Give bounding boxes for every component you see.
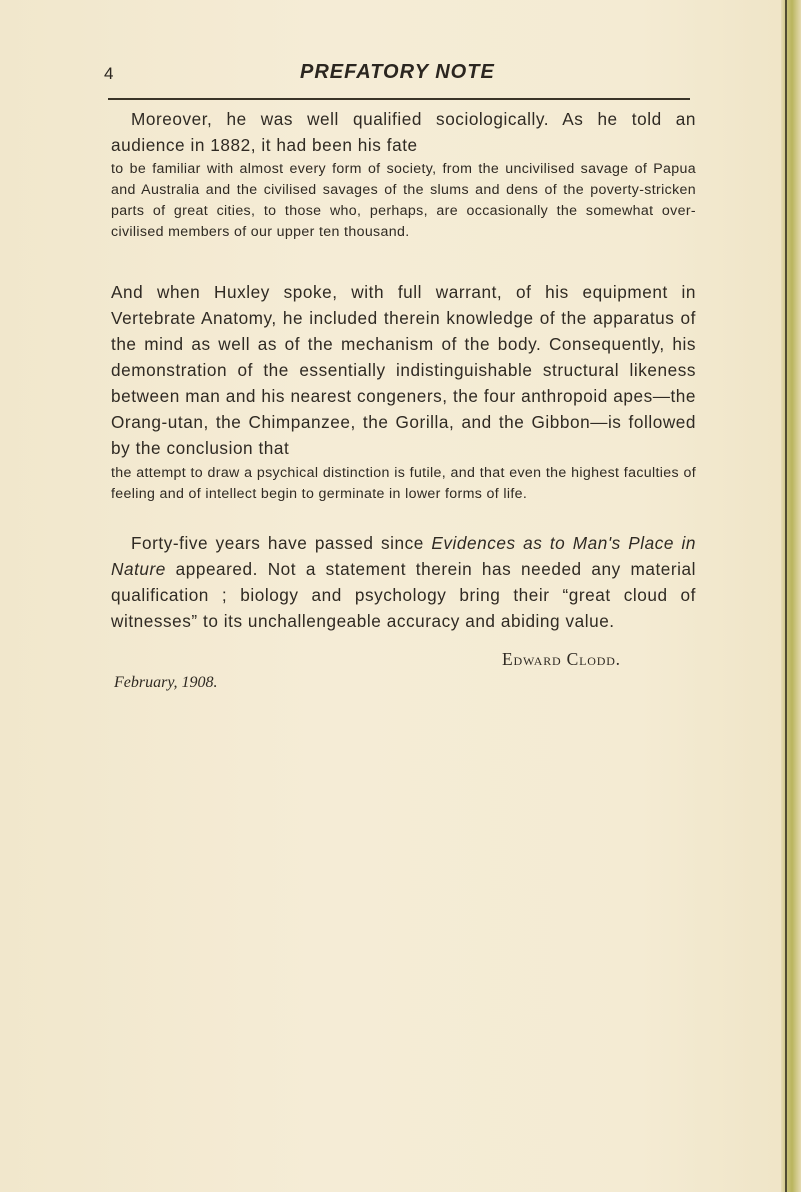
paragraph-sociology: Moreover, he was well qualified sociologically. As he told an audience in 1882, it had been his fate — [111, 109, 696, 155]
gutter-line — [785, 0, 787, 1192]
author-signature: Edward Clodd. — [502, 649, 621, 669]
paragraph-anatomy: And when Huxley spoke, with full warrant, of his equipment in Vertebrate Anatomy, he included therein knowledge of the apparatus of the mind as well as of the mechanism of the body. Consequently, his demonstration of the essentially indistinguishable structural likeness between man and his nearest congeners, the four anthropoid apes—the Orang-utan, the Chimpanzee, the Gorilla, and the Gibbon—is followed by the conclusion that — [111, 282, 696, 458]
page-number: 4 — [104, 64, 114, 83]
paragraph-forty-five-years — [111, 530, 696, 634]
signature-date: February, 1908. — [114, 674, 218, 691]
quotation-society: to be familiar with almost every form of society, from the uncivilised savage of Papua and Australia and the civilised savages of the slums and dens of the poverty-stricken parts of great cities, to those who, perhaps, are occasionally the somewhat over-civilised members of our upper ten thousand. — [111, 161, 696, 240]
running-head: PREFATORY NOTE — [300, 61, 495, 83]
page-gutter — [781, 0, 801, 1192]
quotation-psychical: the attempt to draw a psychical distinction is futile, and that even the highest faculties of feeling and of intellect begin to germinate in lower forms of life. — [111, 465, 696, 502]
book-title: Evidences as to Man's Place in Nature — [111, 533, 696, 579]
paragraph-text-end: appeared. Not a statement therein has needed any material qualification ; biology and psychology bring their “great cloud of witnesses” to its unchallengeable accuracy and abiding value. — [111, 559, 696, 631]
paragraph-text-start: Forty-five years have passed since — [131, 533, 432, 553]
header-rule — [108, 98, 690, 100]
